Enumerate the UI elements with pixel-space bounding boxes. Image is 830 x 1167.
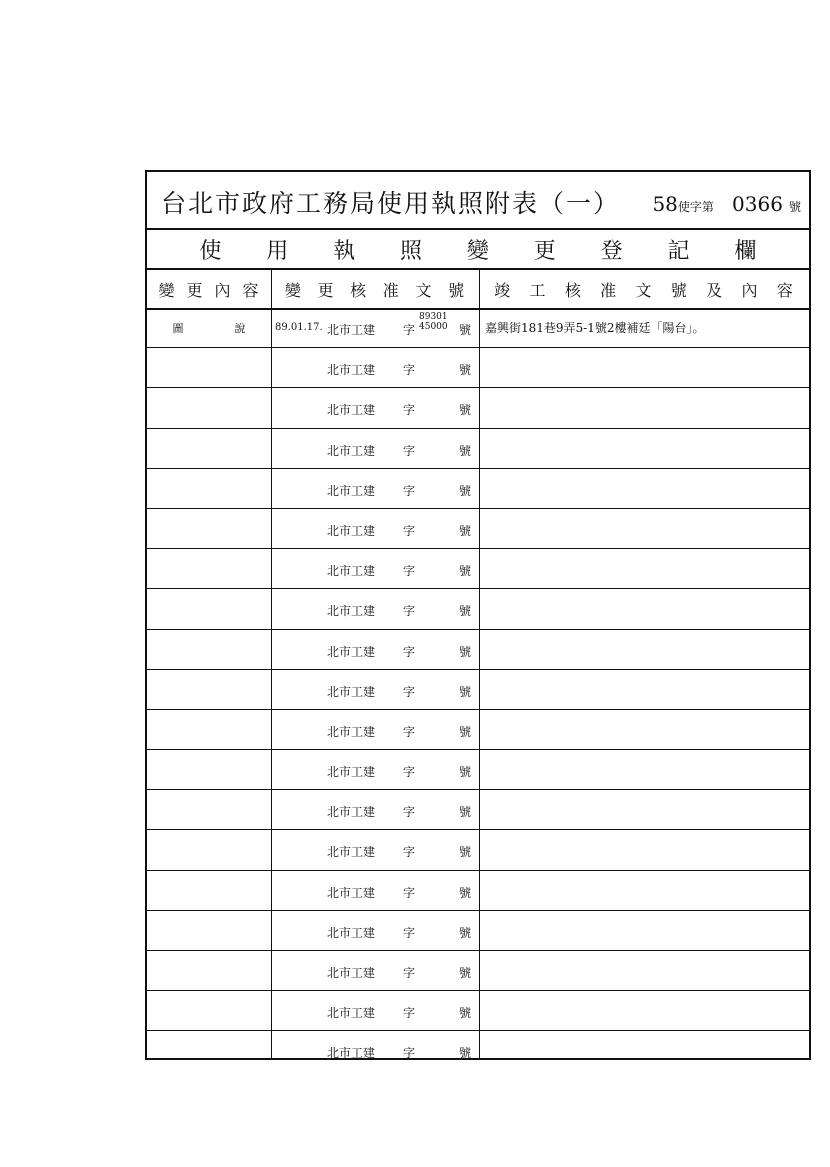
approval-serial-top: 89301 — [419, 312, 448, 322]
approval-hao-label: 號 — [459, 323, 472, 337]
table-row — [147, 469, 809, 509]
header-char: 准 — [382, 281, 400, 300]
approval-hao-label: 號 — [459, 564, 472, 579]
approval-hao-label: 號 — [459, 724, 472, 739]
table-row — [147, 670, 809, 710]
approval-zi-label: 字 — [403, 925, 416, 940]
approval-office: 北市工建 — [327, 644, 376, 659]
approval-zi-label: 字 — [403, 724, 416, 739]
title-row — [147, 172, 809, 230]
approval-serial-bottom: 45000 — [419, 322, 448, 332]
section-title-char: 照 — [400, 239, 423, 264]
approval-zi-label: 字 — [403, 966, 416, 980]
table-row — [147, 589, 809, 629]
table-row — [147, 991, 809, 1031]
approval-zi-label: 字 — [403, 885, 416, 900]
header-char: 容 — [776, 281, 794, 300]
approval-office: 北市工建 — [327, 765, 376, 780]
approval-hao-label: 號 — [459, 483, 472, 498]
approval-zi-label: 字 — [403, 1046, 416, 1061]
table-row — [147, 951, 809, 991]
record-rows — [147, 308, 809, 1061]
approval-zi-label: 字 — [403, 523, 416, 538]
approval-zi-label: 字 — [403, 564, 416, 579]
approval-hao-label: 號 — [459, 644, 472, 659]
header-char: 容 — [242, 281, 260, 300]
approval-office: 北市工建 — [327, 523, 376, 538]
approval-serial — [419, 312, 448, 332]
approval-zi-label: 字 — [403, 1006, 416, 1021]
header-completion-approval — [479, 278, 809, 301]
approval-hao-label: 號 — [459, 403, 472, 418]
table-row — [147, 348, 809, 388]
permit-prefix: 58 — [652, 192, 678, 216]
permit-type: 使字第 — [677, 200, 714, 214]
change-content-char: 圖 — [172, 322, 184, 335]
approval-office: 北市工建 — [327, 966, 376, 980]
approval-zi-label: 字 — [403, 604, 416, 619]
approval-office: 北市工建 — [327, 443, 376, 458]
approval-office: 北市工建 — [327, 363, 376, 378]
header-char: 變 — [158, 281, 176, 300]
header-char: 核 — [564, 281, 582, 300]
permit-number: 0366 — [732, 192, 783, 216]
section-title-char: 執 — [333, 239, 356, 264]
approval-zi-label: 字 — [403, 403, 416, 418]
header-change-approval-no — [271, 278, 479, 301]
approval-office: 北市工建 — [327, 604, 376, 619]
change-content-cell — [147, 320, 271, 336]
approval-hao-label: 號 — [459, 925, 472, 940]
permit-suffix: 號 — [788, 200, 801, 214]
change-content-char: 說 — [234, 322, 246, 335]
approval-office: 北市工建 — [327, 805, 376, 820]
header-char: 更 — [186, 281, 204, 300]
approval-hao-label: 號 — [459, 805, 472, 820]
section-title-char: 欄 — [734, 239, 757, 264]
approval-office: 北市工建 — [327, 1006, 376, 1021]
section-title-char: 更 — [533, 239, 556, 264]
table-row — [147, 790, 809, 830]
table-row — [147, 509, 809, 549]
approval-hao-label: 號 — [459, 604, 472, 619]
table-row — [147, 388, 809, 428]
approval-zi-label: 字 — [403, 323, 416, 337]
header-change-content — [147, 278, 271, 301]
approval-office: 北市工建 — [327, 564, 376, 579]
table-row — [147, 308, 809, 348]
approval-zi-label: 字 — [403, 684, 416, 699]
approval-hao-label: 號 — [459, 523, 472, 538]
approval-hao-label: 號 — [459, 443, 472, 458]
header-char: 及 — [706, 281, 724, 300]
table-row — [147, 830, 809, 870]
section-title-char: 使 — [199, 239, 222, 264]
approval-hao-label: 號 — [459, 1006, 472, 1021]
approval-office: 北市工建 — [327, 323, 376, 337]
header-char: 更 — [317, 281, 335, 300]
approval-office: 北市工建 — [327, 885, 376, 900]
header-char: 號 — [448, 281, 466, 300]
approval-date: 89.01.17. — [275, 322, 323, 333]
approval-zi-label: 字 — [403, 805, 416, 820]
permit-annex-sheet — [145, 170, 811, 1060]
header-char: 核 — [350, 281, 368, 300]
document-title: 台北市政府工務局使用執照附表（一） — [161, 189, 621, 218]
header-char: 內 — [214, 281, 232, 300]
permit-number-block — [652, 192, 801, 216]
table-row — [147, 911, 809, 951]
header-char: 文 — [635, 281, 653, 300]
table-row — [147, 630, 809, 670]
section-title-char: 記 — [667, 239, 690, 264]
approval-zi-label: 字 — [403, 845, 416, 860]
table-row — [147, 750, 809, 790]
header-char: 文 — [415, 281, 433, 300]
approval-zi-label: 字 — [403, 443, 416, 458]
section-row — [147, 228, 809, 270]
approval-office: 北市工建 — [327, 724, 376, 739]
approval-hao-label: 號 — [459, 684, 472, 699]
approval-office: 北市工建 — [327, 925, 376, 940]
header-char: 號 — [670, 281, 688, 300]
section-title-char: 變 — [466, 239, 489, 264]
table-row — [147, 710, 809, 750]
approval-office: 北市工建 — [327, 1046, 376, 1061]
header-char: 內 — [741, 281, 759, 300]
approval-zi-label: 字 — [403, 644, 416, 659]
approval-hao-label: 號 — [459, 966, 472, 980]
table-row — [147, 549, 809, 589]
header-char: 工 — [529, 281, 547, 300]
section-title-char: 用 — [266, 239, 289, 264]
approval-hao-label: 號 — [459, 765, 472, 780]
table-row — [147, 1031, 809, 1070]
header-char: 准 — [600, 281, 618, 300]
approval-office: 北市工建 — [327, 684, 376, 699]
approval-hao-label: 號 — [459, 885, 472, 900]
approval-hao-label: 號 — [459, 845, 472, 860]
section-title-char: 登 — [600, 239, 623, 264]
approval-zi-label: 字 — [403, 363, 416, 378]
approval-zi-label: 字 — [403, 483, 416, 498]
header-char: 竣 — [494, 281, 512, 300]
approval-zi-label: 字 — [403, 765, 416, 780]
approval-office: 北市工建 — [327, 845, 376, 860]
approval-hao-label: 號 — [459, 1046, 472, 1061]
completion-detail-cell: 嘉興街181巷9弄5-1號2樓補廷「陽台」。 — [485, 321, 705, 335]
approval-hao-label: 號 — [459, 363, 472, 378]
approval-office: 北市工建 — [327, 483, 376, 498]
table-row — [147, 429, 809, 469]
column-header-row — [147, 268, 809, 310]
table-row — [147, 871, 809, 911]
section-title — [147, 234, 809, 265]
header-char: 變 — [284, 281, 302, 300]
approval-office: 北市工建 — [327, 403, 376, 418]
